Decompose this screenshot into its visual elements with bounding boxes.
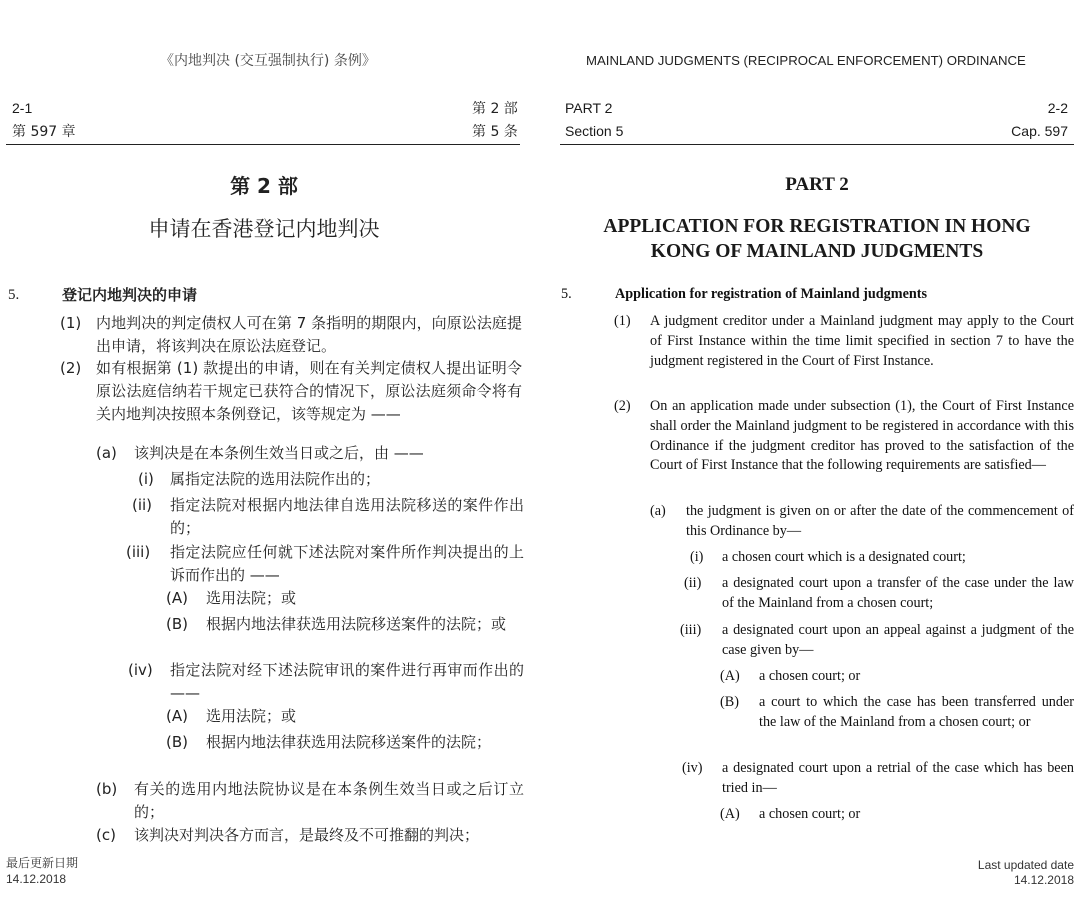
left-section-heading: 登记内地判决的申请	[62, 286, 198, 304]
left-part-title: 第 2 部	[230, 174, 298, 198]
right-section-heading: Application for registration of Mainland judgments	[615, 286, 928, 302]
left-sub2-text: 如有根据第 (1) 款提出的申请，则在有关判定债权人提出证明令原讼法庭信纳若干规定已获符合的情况下，原讼法庭须命令将有关内地判决按照本条例登记，该等规定为 ——	[96, 359, 522, 423]
left-iv-label: (iv)	[128, 661, 153, 679]
right-iii-text: a designated court upon an appeal against a judgment of the case given by—	[722, 622, 1074, 658]
left-cap: 第 597 章	[12, 124, 76, 140]
left-iv-b-label: (B)	[166, 733, 188, 751]
left-a-text: 该判决是在本条例生效当日或之后，由 ——	[134, 444, 424, 462]
left-iii-a-label: (A)	[166, 589, 188, 607]
left-ii-label: (ii)	[132, 496, 153, 514]
left-iv-a-text: 选用法院；或	[206, 707, 297, 725]
left-section-number: 5.	[8, 287, 20, 303]
right-sub2-text: On an application made under subsection (1), the Court of First Instance shall order the Mainland judgment to be registered in accordance with this Ordinance if the judgment creditor has proved to the satisfaction of the Court of First Instance that the following requirements are satisfied—	[650, 398, 1074, 474]
left-part-ref: 第 2 部	[472, 101, 518, 117]
right-header-rule	[560, 144, 1074, 145]
right-running-head: MAINLAND JUDGMENTS (RECIPROCAL ENFORCEMENT) ORDINANCE	[586, 53, 1026, 68]
right-iii-a-label: (A)	[720, 668, 740, 684]
right-footer-label: Last updated date	[977, 858, 1074, 872]
right-iv-a-label: (A)	[720, 806, 740, 822]
right-iv-a-text: a chosen court; or	[759, 806, 861, 822]
left-b-label: (b)	[96, 780, 118, 798]
left-footer-date: 14.12.2018	[6, 872, 67, 886]
right-sub1-label: (1)	[614, 313, 631, 329]
left-page-number: 2-1	[12, 100, 33, 116]
right-part-title: PART 2	[785, 174, 849, 195]
left-iii-a-text: 选用法院；或	[206, 589, 297, 607]
right-a-label: (a)	[650, 503, 666, 519]
right-ii-label: (ii)	[684, 575, 702, 591]
left-iv-b-text: 根据内地法律获选用法院移送案件的法院；	[206, 733, 492, 751]
right-iv-text: a designated court upon a retrial of the case which has been tried in—	[722, 760, 1074, 796]
left-i-text: 属指定法院的选用法院作出的；	[170, 470, 381, 488]
right-a-text: the judgment is given on or after the date of the commencement of this Ordinance by—	[686, 503, 1074, 539]
left-iv-text: 指定法院对经下述法院审讯的案件进行再审而作出的 ——	[170, 661, 524, 702]
right-iii-b-label: (B)	[720, 694, 739, 710]
left-iv-a-label: (A)	[166, 707, 188, 725]
right-part-ref: PART 2	[565, 100, 613, 116]
right-sub1-text: A judgment creditor under a Mainland judgment may apply to the Court of First Instance within the time limit specified in section 7 to have the judgment registered in the Court of First Instance.	[650, 313, 1074, 369]
right-section-number: 5.	[561, 286, 572, 302]
left-iii-text: 指定法院应任何就下述法院对案件所作判决提出的上诉而作出的 ——	[170, 543, 524, 584]
left-c-text: 该判决对判决各方而言，是最终及不可推翻的判决；	[134, 826, 480, 844]
left-iii-b-text: 根据内地法律获选用法院移送案件的法院；或	[206, 615, 507, 633]
right-i-label: (i)	[690, 549, 704, 565]
left-c-label: (c)	[96, 826, 116, 844]
left-b-text: 有关的选用内地法院协议是在本条例生效当日或之后订立的；	[134, 780, 524, 821]
left-iii-b-label: (B)	[166, 615, 188, 633]
right-section-ref: Section 5	[565, 123, 624, 139]
left-footer-label: 最后更新日期	[6, 856, 79, 870]
left-i-label: (i)	[138, 470, 154, 488]
right-part-heading-line2: KONG OF MAINLAND JUDGMENTS	[650, 241, 984, 262]
left-sub1-text: 内地判决的判定债权人可在第 7 条指明的期限内，向原讼法庭提出申请，将该判决在原讼法庭登记。	[96, 314, 522, 355]
right-sub2-label: (2)	[614, 398, 631, 414]
right-page-number: 2-2	[1047, 100, 1068, 116]
left-section-ref: 第 5 条	[472, 124, 518, 140]
right-part-heading-line1: APPLICATION FOR REGISTRATION IN HONG	[603, 216, 1031, 237]
left-part-heading: 申请在香港登记内地判决	[148, 217, 380, 241]
left-a-label: (a)	[96, 444, 117, 462]
right-iv-label: (iv)	[682, 760, 703, 776]
left-iii-label: (iii)	[126, 543, 151, 561]
right-iii-a-text: a chosen court; or	[759, 668, 861, 684]
right-iii-label: (iii)	[680, 622, 702, 638]
right-iii-b-text: a court to which the case has been transferred under the law of the Mainland from a chosen court; or	[759, 694, 1074, 730]
left-running-head: 《内地判决 (交互强制执行) 条例》	[160, 53, 376, 69]
right-ii-text: a designated court upon a transfer of the case under the law of the Mainland from a chosen court;	[722, 575, 1074, 611]
right-cap: Cap. 597	[1011, 123, 1068, 139]
right-footer-date: 14.12.2018	[1013, 873, 1074, 887]
left-sub2-label: (2)	[60, 359, 82, 377]
right-i-text: a chosen court which is a designated court;	[722, 549, 966, 565]
left-ii-text: 指定法院对根据内地法律自选用法院移送的案件作出的；	[170, 496, 524, 537]
left-header-rule	[6, 144, 520, 145]
left-sub1-label: (1)	[60, 314, 82, 332]
